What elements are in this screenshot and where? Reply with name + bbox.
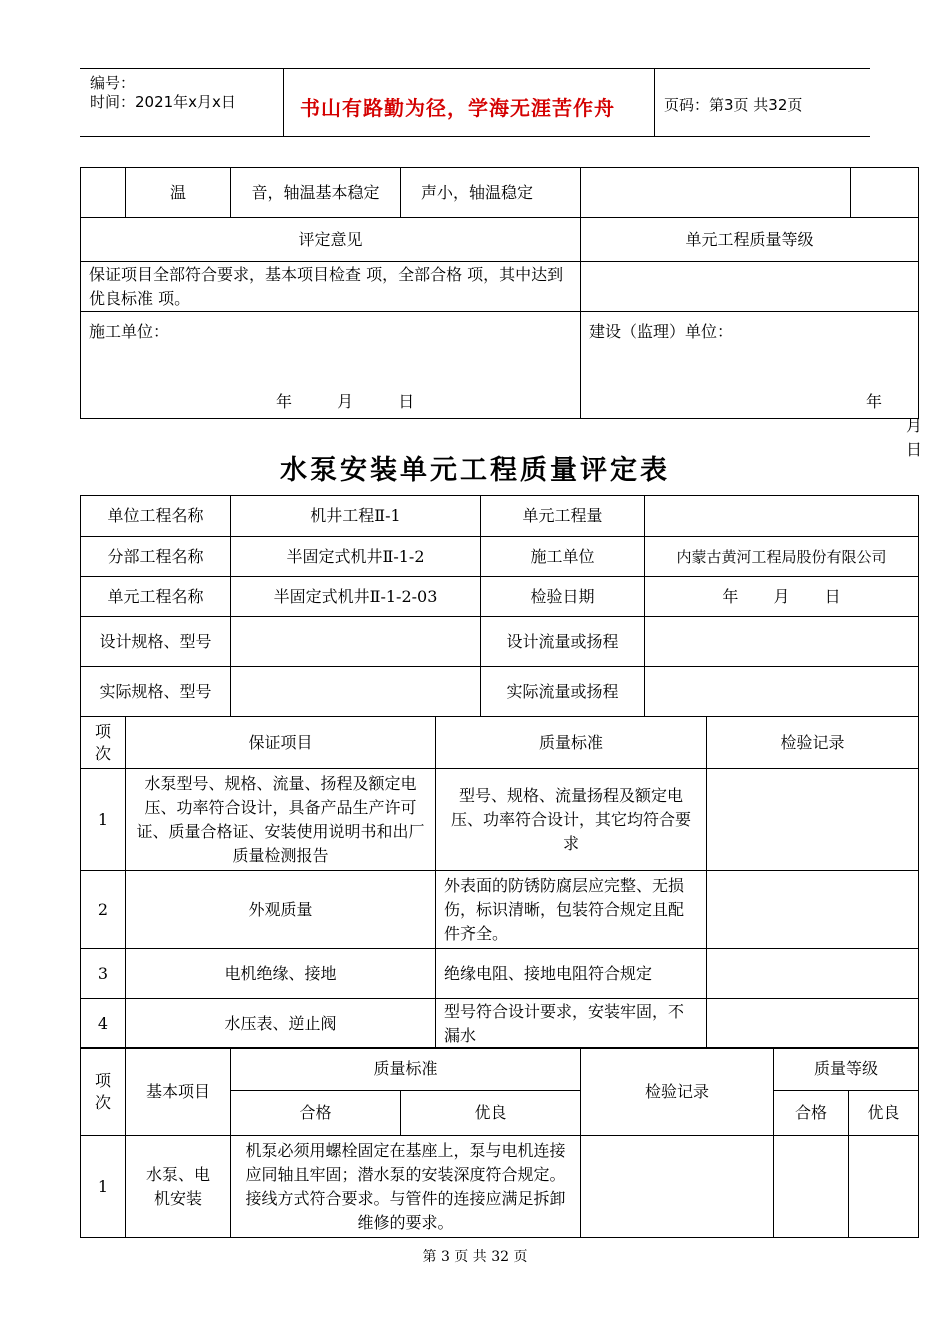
- guarantee-row-item: 水压表、逆止阀: [126, 999, 436, 1049]
- table-row: [81, 949, 919, 999]
- supervision-unit-signature: [581, 312, 923, 459]
- guarantee-row-item: 水泵型号、规格、流量、扬程及额定电压、功率符合设计，具备产品生产许可证、质量合格证、安装使用说明书和出厂质量检测报告: [126, 769, 436, 871]
- sub-project-value: 半固定式机井Ⅱ-1-2: [231, 537, 481, 577]
- cont-cell-blank-1: [81, 168, 126, 218]
- previous-evaluation-table: [80, 167, 923, 459]
- basic-standard-heading: 质量标准: [231, 1048, 581, 1091]
- guarantee-row-standard: 型号、规格、流量扬程及额定电压、功率符合设计，其它均符合要求: [436, 769, 707, 871]
- page-info: 页码：第3页 共32页: [664, 96, 803, 114]
- unit-project-value: 机井工程Ⅱ-1: [231, 496, 481, 537]
- page-footer: 第 3 页 共 32 页: [422, 1249, 528, 1265]
- element-project-label: 单元工程名称: [81, 577, 231, 617]
- evaluation-opinion-heading: 评定意见: [81, 218, 581, 262]
- quality-grade-heading: 单元工程质量等级: [581, 218, 919, 262]
- basic-row-item: 水泵、电机安装: [126, 1136, 231, 1238]
- construction-unit-label: 施工单位：: [89, 322, 170, 341]
- guarantee-row-index: 4: [81, 999, 126, 1049]
- inspection-date-label: 检验日期: [481, 577, 645, 617]
- guarantee-row-index: 3: [81, 949, 126, 999]
- actual-spec-label: 实际规格、型号: [81, 667, 231, 717]
- cont-cell-temperature: 温: [126, 168, 231, 218]
- standard-pass-heading: 合格: [231, 1091, 401, 1136]
- cont-cell-record: [581, 168, 851, 218]
- basic-items-table: [80, 1047, 919, 1238]
- evaluation-opinion-text: 保证项目全部符合要求，基本项目检查 项，全部合格 项，其中达到优良标准 项。: [81, 262, 581, 312]
- guarantee-record-heading: 检验记录: [707, 717, 919, 769]
- date-year: 年: [276, 392, 293, 411]
- guarantee-row-standard: 绝缘电阻、接地电阻符合规定: [436, 949, 707, 999]
- supervision-unit-label: 建设（监理）单位：: [589, 322, 734, 341]
- cont-cell-standard-good: 声小，轴温稳定: [401, 168, 581, 218]
- basic-item-heading: 基本项目: [126, 1048, 231, 1136]
- date-day: 日: [398, 392, 415, 411]
- header-divider-right: [654, 68, 655, 137]
- date-year: 年: [866, 392, 883, 411]
- actual-flow-value: [645, 667, 919, 717]
- standard-good-heading: 优良: [401, 1091, 581, 1136]
- guarantee-row-record: [707, 999, 919, 1049]
- actual-flow-label: 实际流量或扬程: [481, 667, 645, 717]
- header-bottom-rule: [80, 136, 870, 137]
- basic-record-heading: 检验记录: [581, 1048, 774, 1136]
- project-info-table: [80, 495, 919, 717]
- basic-index-heading: 项次: [81, 1048, 126, 1136]
- basic-grade-heading: 质量等级: [774, 1048, 919, 1091]
- guarantee-items-table: [80, 716, 919, 1049]
- guarantee-row-standard: 型号符合设计要求，安装牢固，不漏水: [436, 999, 707, 1049]
- date-month: 月: [337, 392, 354, 411]
- cont-cell-standard-pass: 音，轴温基本稳定: [231, 168, 401, 218]
- guarantee-row-item: 电机绝缘、接地: [126, 949, 436, 999]
- table-row: [81, 999, 919, 1049]
- guarantee-standard-heading: 质量标准: [436, 717, 707, 769]
- basic-row-standard: 机泵必须用螺栓固定在基座上，泵与电机连接应同轴且牢固；潜水泵的安装深度符合规定。接线方式符合要求。与管件的连接应满足拆卸维修的要求。: [231, 1136, 581, 1238]
- unit-project-label: 单位工程名称: [81, 496, 231, 537]
- guarantee-row-standard: 外表面的防锈防腐层应完整、无损伤，标识清晰，包装符合规定且配件齐全。: [436, 871, 707, 949]
- inspection-date-value: [645, 577, 919, 617]
- grade-good-heading: 优良: [849, 1091, 919, 1136]
- design-flow-label: 设计流量或扬程: [481, 617, 645, 667]
- design-flow-value: [645, 617, 919, 667]
- unit-amount-value: [645, 496, 919, 537]
- construction-label: 施工单位: [481, 537, 645, 577]
- construction-value: 内蒙古黄河工程局股份有限公司: [645, 537, 919, 577]
- date-day: 日: [906, 440, 923, 459]
- basic-row-record: [581, 1136, 774, 1238]
- guarantee-index-heading: 项次: [81, 717, 126, 769]
- construction-signature-date: [276, 390, 414, 414]
- date-month: 月: [773, 586, 790, 606]
- document-time: 时间：2021年x月x日: [90, 93, 236, 111]
- design-spec-value: [231, 617, 481, 667]
- sub-project-label: 分部工程名称: [81, 537, 231, 577]
- guarantee-item-heading: 保证项目: [126, 717, 436, 769]
- table-row: [81, 871, 919, 949]
- header-divider-left: [283, 68, 284, 137]
- guarantee-row-index: 1: [81, 769, 126, 871]
- guarantee-row-record: [707, 871, 919, 949]
- table-row: [81, 769, 919, 871]
- quality-grade-value: [581, 262, 919, 312]
- basic-row-index: 1: [81, 1136, 126, 1238]
- page-title: 水泵安装单元工程质量评定表: [280, 455, 670, 486]
- guarantee-row-index: 2: [81, 871, 126, 949]
- guarantee-row-record: [707, 769, 919, 871]
- guarantee-row-item: 外观质量: [126, 871, 436, 949]
- document-number-label: 编号：: [90, 74, 136, 92]
- basic-row-grade-pass: [774, 1136, 849, 1238]
- element-project-value: 半固定式机井Ⅱ-1-2-03: [231, 577, 481, 617]
- date-month: 月: [906, 416, 923, 435]
- design-spec-label: 设计规格、型号: [81, 617, 231, 667]
- date-day: 日: [824, 586, 841, 606]
- header-top-rule: [80, 68, 870, 69]
- header-motto: 书山有路勤为径，学海无涯苦作舟: [300, 96, 615, 120]
- date-year: 年: [722, 586, 739, 606]
- cont-cell-grade: [851, 168, 919, 218]
- unit-amount-label: 单元工程量: [481, 496, 645, 537]
- basic-row-grade-good: [849, 1136, 919, 1238]
- guarantee-row-record: [707, 949, 919, 999]
- actual-spec-value: [231, 667, 481, 717]
- construction-unit-signature: [81, 312, 581, 419]
- grade-pass-heading: 合格: [774, 1091, 849, 1136]
- table-row: [81, 1136, 919, 1238]
